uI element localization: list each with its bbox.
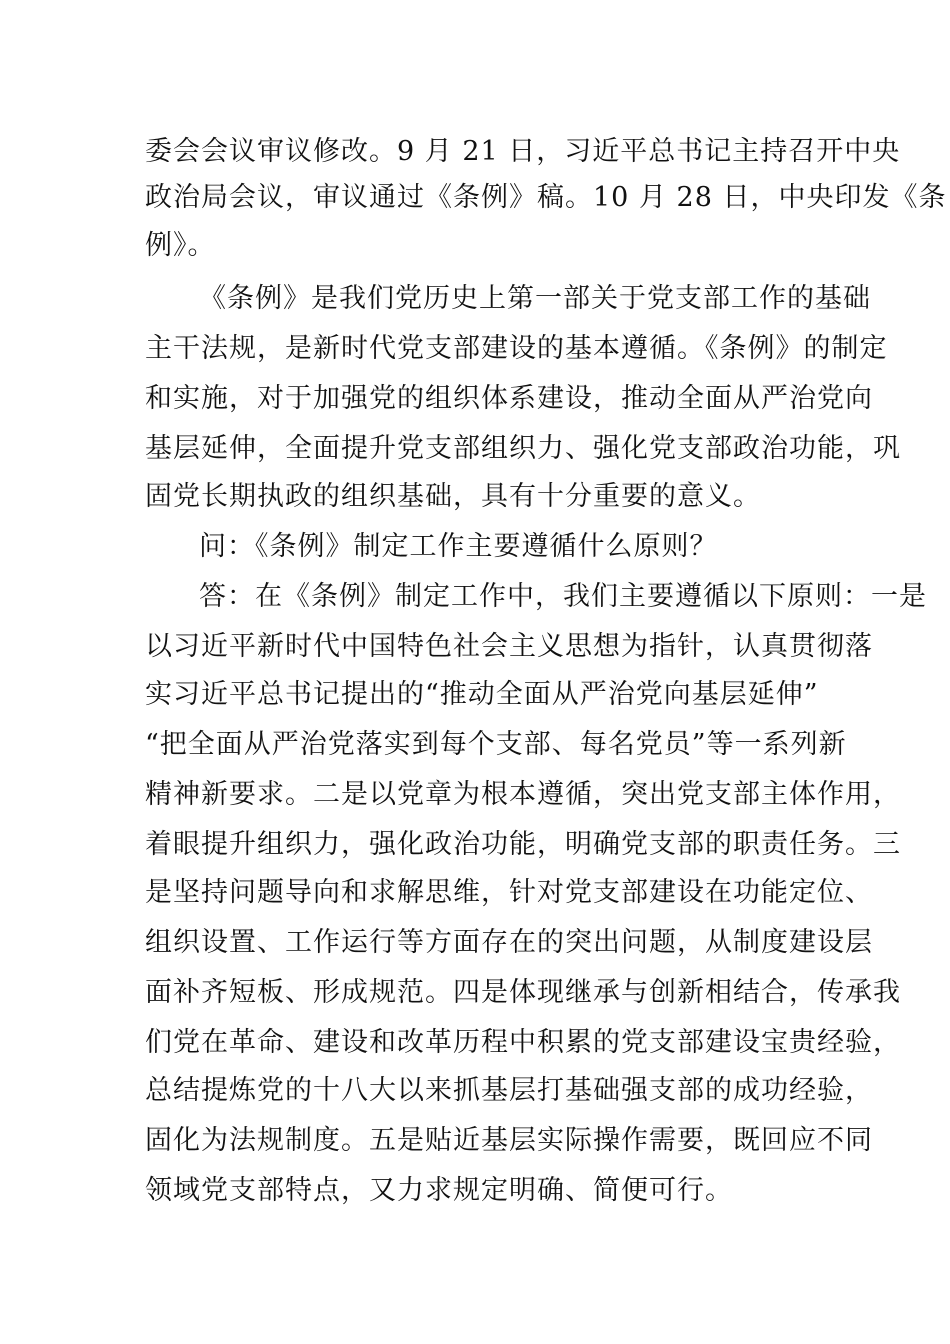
text-line-22: 领域党支部特点，又力求规定明确、简便可行。 [145,1175,733,1206]
question-line: 问：《条例》制定工作主要遵循什么原则？ [199,531,718,562]
text-line-1: 委会会议审议修改。9 月 21 日，习近平总书记主持召开中央 [145,136,901,167]
text-line-13: “把全面从严治党落实到每个支部、每名党员”等一系列新 [145,729,847,760]
paragraph-2-line-1: 《条例》是我们党历史上第一部关于党支部工作的基础 [199,283,871,314]
text-line-7: 基层延伸，全面提升党支部组织力、强化党支部政治功能，巩 [145,433,901,464]
text-line-6: 和实施，对于加强党的组织体系建设，推动全面从严治党向 [145,383,873,414]
text-line-21: 固化为法规制度。五是贴近基层实际操作需要，既回应不同 [145,1125,873,1156]
text-line-15: 着眼提升组织力，强化政治功能，明确党支部的职责任务。三 [145,829,901,860]
text-line-16: 是坚持问题导向和求解思维，针对党支部建设在功能定位、 [145,877,873,908]
text-line-12: 实习近平总书记提出的“推动全面从严治党向基层延伸” [145,679,819,710]
text-line-18: 面补齐短板、形成规范。四是体现继承与创新相结合，传承我 [145,977,901,1008]
text-line-8: 固党长期执政的组织基础，具有十分重要的意义。 [145,481,761,512]
text-line-2: 政治局会议，审议通过《条例》稿。10 月 28 日，中央印发《条 [145,182,947,213]
text-line-20: 总结提炼党的十八大以来抓基层打基础强支部的成功经验， [145,1075,873,1106]
text-line-5: 主干法规，是新时代党支部建设的基本遵循。《条例》的制定 [145,333,888,364]
text-line-14: 精神新要求。二是以党章为根本遵循，突出党支部主体作用， [145,779,901,810]
text-line-17: 组织设置、工作运行等方面存在的突出问题，从制度建设层 [145,927,873,958]
text-line-3: 例》。 [145,230,216,261]
text-line-11: 以习近平新时代中国特色社会主义思想为指针，认真贯彻落 [145,631,873,662]
answer-line-1: 答：在《条例》制定工作中，我们主要遵循以下原则：一是 [199,581,927,612]
text-line-19: 们党在革命、建设和改革历程中积累的党支部建设宝贵经验， [145,1027,901,1058]
